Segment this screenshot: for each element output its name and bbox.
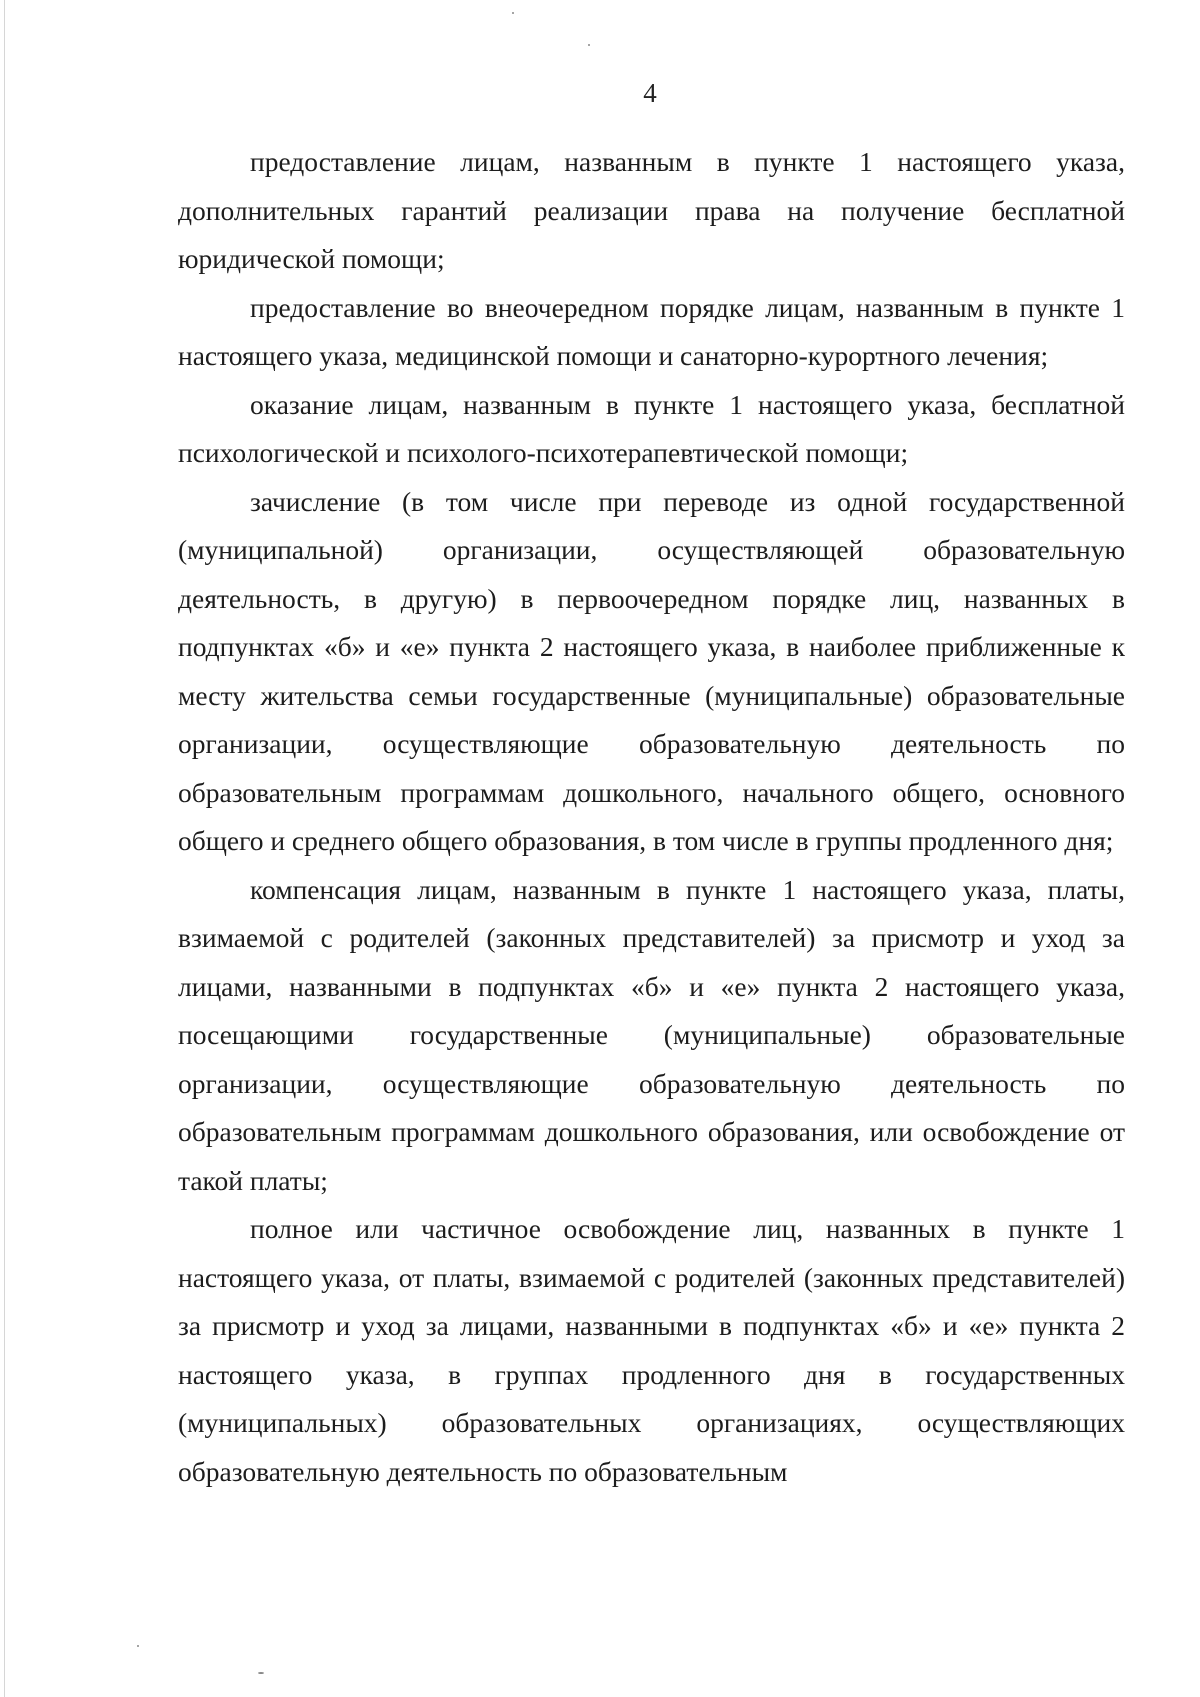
paragraph-fee-compensation: компенсация лицам, названным в пункте 1 настоящего указа, платы, взимаемой с родителей (законных представителей) за присмотр и уход за лицами, названными в подпунктах «б» и «е» пункта 2 настоящего указа, посещающими государственные (муниципальные) образовательные организации, осуществляющие образовательную деятельность по образовательным программам дошкольного образования, или освобождение от такой платы; xyxy=(178,873,1125,1196)
paragraph-legal-aid: предоставление лицам, названным в пункте 1 настоящего указа, дополнительных гарантий реализации права на получение бесплатной юридической помощи; xyxy=(178,146,1125,274)
scan-speck xyxy=(137,1645,139,1647)
paragraph-fee-exemption: полное или частичное освобождение лиц, названных в пункте 1 настоящего указа, от платы, взимаемой с родителей (законных представителей) за присмотр и уход за лицами, названными в подпунктах «б» и «е» пункта 2 настоящего указа, в группах продленного дня в государственных (муниципальных) образовательных организациях, осуществляющих образовательную деятельность по образовательным xyxy=(178,1213,1125,1487)
page-number: 4 xyxy=(643,78,657,108)
scan-edge-line xyxy=(4,0,5,1697)
paragraph-psychological-help: оказание лицам, названным в пункте 1 настоящего указа, бесплатной психологической и психолого-психотерапевтической помощи; xyxy=(178,388,1125,468)
paragraph-medical-care: предоставление во внеочередном порядке лицам, названным в пункте 1 настоящего указа, медицинской помощи и санаторно-курортного лечения; xyxy=(178,291,1125,371)
scan-speck xyxy=(258,1672,264,1674)
scan-speck xyxy=(588,44,590,46)
document-body xyxy=(178,138,1125,1496)
paragraph-school-enrollment: зачисление (в том числе при переводе из одной государственной (муниципальной) организации, осуществляющей образовательную деятельность, в другую) в первоочередном порядке лиц, названных в подпунктах «б» и «е» пункта 2 настоящего указа, в наиболее приближенные к месту жительства семьи государственные (муниципальные) образовательные организации, осуществляющие образовательную деятельность по образовательным программам дошкольного, начального общего, основного общего и среднего общего образования, в том числе в группы продленного дня; xyxy=(178,485,1125,856)
scan-speck xyxy=(512,12,514,14)
